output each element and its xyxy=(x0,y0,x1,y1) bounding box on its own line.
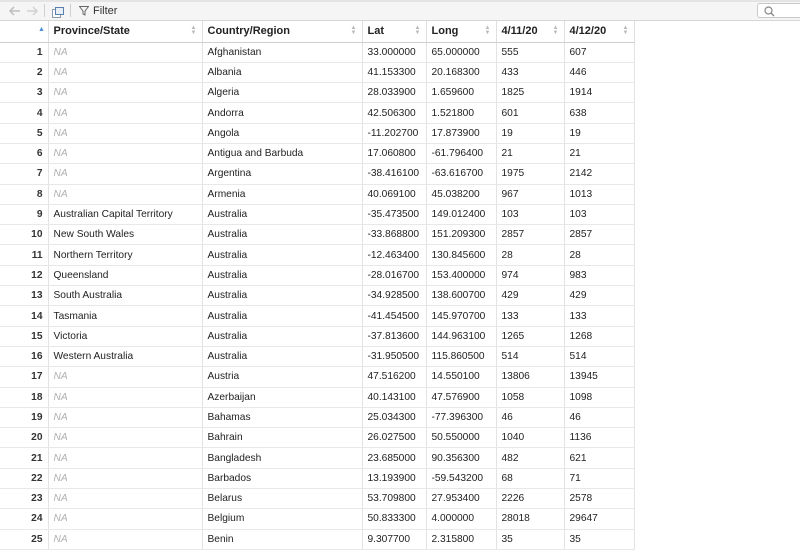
province-state-cell: Australian Capital Territory xyxy=(48,204,202,224)
toolbar-separator xyxy=(44,4,45,17)
province-state-cell: NA xyxy=(48,143,202,163)
lat-cell: 41.153300 xyxy=(362,62,426,82)
cases-4-11-20-cell: 555 xyxy=(496,42,564,62)
country-region-cell: Australia xyxy=(202,245,362,265)
column-header-index[interactable] xyxy=(0,21,48,42)
lat-cell: 23.685000 xyxy=(362,448,426,468)
lat-cell: -38.416100 xyxy=(362,164,426,184)
country-region-cell: Argentina xyxy=(202,164,362,184)
cases-4-11-20-cell: 482 xyxy=(496,448,564,468)
cases-4-11-20-cell: 103 xyxy=(496,204,564,224)
filter-button[interactable] xyxy=(79,4,117,18)
cases-4-11-20-cell: 433 xyxy=(496,62,564,82)
cases-4-11-20-cell: 1975 xyxy=(496,164,564,184)
row-number: 22 xyxy=(0,468,48,488)
table-row xyxy=(0,387,634,407)
long-cell: 153.400000 xyxy=(426,265,496,285)
sort-arrows-icon: ▲ ▼ xyxy=(484,25,491,36)
search-icon xyxy=(764,6,775,17)
lat-cell: -35.473500 xyxy=(362,204,426,224)
lat-cell: 13.193900 xyxy=(362,468,426,488)
country-region-cell: Afghanistan xyxy=(202,42,362,62)
cases-4-11-20-cell: 974 xyxy=(496,265,564,285)
long-cell: 115.860500 xyxy=(426,346,496,366)
cases-4-11-20-cell: 2857 xyxy=(496,225,564,245)
lat-cell: -31.950500 xyxy=(362,346,426,366)
country-region-cell: Azerbaijan xyxy=(202,387,362,407)
row-number: 2 xyxy=(0,62,48,82)
column-header-long[interactable]: Long ▲ ▼ xyxy=(426,21,496,42)
province-state-cell: NA xyxy=(48,468,202,488)
long-cell: -77.396300 xyxy=(426,407,496,427)
cases-4-11-20-cell: 1825 xyxy=(496,83,564,103)
cases-4-12-20-cell: 13945 xyxy=(564,367,634,387)
country-region-cell: Australia xyxy=(202,286,362,306)
row-number: 19 xyxy=(0,407,48,427)
row-number: 7 xyxy=(0,164,48,184)
province-state-cell: NA xyxy=(48,448,202,468)
country-region-cell: Algeria xyxy=(202,83,362,103)
cases-4-12-20-cell: 46 xyxy=(564,407,634,427)
long-cell: 145.970700 xyxy=(426,306,496,326)
lat-cell: 53.709800 xyxy=(362,489,426,509)
province-state-cell: NA xyxy=(48,62,202,82)
country-region-cell: Bahrain xyxy=(202,428,362,448)
table-row xyxy=(0,204,634,224)
long-cell: 17.873900 xyxy=(426,123,496,143)
cases-4-12-20-cell: 514 xyxy=(564,346,634,366)
country-region-cell: Belgium xyxy=(202,509,362,529)
province-state-cell: NA xyxy=(48,509,202,529)
cases-4-11-20-cell: 133 xyxy=(496,306,564,326)
table-row xyxy=(0,489,634,509)
cases-4-11-20-cell: 967 xyxy=(496,184,564,204)
country-region-cell: Australia xyxy=(202,265,362,285)
sort-arrows-icon: ▲ ▼ xyxy=(414,25,421,36)
cases-4-12-20-cell: 1098 xyxy=(564,387,634,407)
long-cell: 151.209300 xyxy=(426,225,496,245)
lat-cell: 50.833300 xyxy=(362,509,426,529)
cases-4-11-20-cell: 28018 xyxy=(496,509,564,529)
long-cell: -63.616700 xyxy=(426,164,496,184)
country-region-cell: Australia xyxy=(202,326,362,346)
row-number: 6 xyxy=(0,143,48,163)
lat-cell: -33.868800 xyxy=(362,225,426,245)
sort-arrows-icon: ▲ ▼ xyxy=(190,25,197,36)
row-number: 10 xyxy=(0,225,48,245)
province-state-cell: NA xyxy=(48,529,202,549)
table-row xyxy=(0,42,634,62)
table-row xyxy=(0,286,634,306)
row-number: 15 xyxy=(0,326,48,346)
long-cell: 1.521800 xyxy=(426,103,496,123)
long-cell: 27.953400 xyxy=(426,489,496,509)
row-number: 8 xyxy=(0,184,48,204)
filter-label: Filter xyxy=(93,5,118,17)
province-state-cell: Western Australia xyxy=(48,346,202,366)
long-cell: -61.796400 xyxy=(426,143,496,163)
cases-4-11-20-cell: 1058 xyxy=(496,387,564,407)
toolbar-separator xyxy=(70,4,71,17)
table-row xyxy=(0,509,634,529)
table-row xyxy=(0,468,634,488)
funnel-icon xyxy=(79,6,89,16)
row-number: 16 xyxy=(0,346,48,366)
province-state-cell: New South Wales xyxy=(48,225,202,245)
cases-4-12-20-cell: 429 xyxy=(564,286,634,306)
sort-arrows-icon: ▲ ▼ xyxy=(622,25,629,36)
data-table xyxy=(0,21,635,550)
cases-4-11-20-cell: 13806 xyxy=(496,367,564,387)
cases-4-12-20-cell: 1914 xyxy=(564,83,634,103)
header-row xyxy=(0,21,634,42)
long-cell: 65.000000 xyxy=(426,42,496,62)
cases-4-12-20-cell: 2578 xyxy=(564,489,634,509)
table-row xyxy=(0,164,634,184)
province-state-cell: Tasmania xyxy=(48,306,202,326)
province-state-cell: NA xyxy=(48,42,202,62)
row-number: 18 xyxy=(0,387,48,407)
cases-4-12-20-cell: 1136 xyxy=(564,428,634,448)
row-number: 17 xyxy=(0,367,48,387)
lat-cell: -34.928500 xyxy=(362,286,426,306)
cases-4-11-20-cell: 2226 xyxy=(496,489,564,509)
province-state-cell: NA xyxy=(48,489,202,509)
table-row xyxy=(0,306,634,326)
show-in-window-icon[interactable] xyxy=(52,5,64,16)
cases-4-12-20-cell: 1013 xyxy=(564,184,634,204)
row-number: 23 xyxy=(0,489,48,509)
country-region-cell: Antigua and Barbuda xyxy=(202,143,362,163)
long-cell: 47.576900 xyxy=(426,387,496,407)
lat-cell: -12.463400 xyxy=(362,245,426,265)
column-header-lat[interactable]: Lat ▲ ▼ xyxy=(362,21,426,42)
lat-cell: -28.016700 xyxy=(362,265,426,285)
country-region-cell: Belarus xyxy=(202,489,362,509)
row-number: 11 xyxy=(0,245,48,265)
long-cell: 1.659600 xyxy=(426,83,496,103)
province-state-cell: NA xyxy=(48,428,202,448)
province-state-cell: NA xyxy=(48,184,202,204)
cases-4-11-20-cell: 21 xyxy=(496,143,564,163)
country-region-cell: Benin xyxy=(202,529,362,549)
search-input[interactable] xyxy=(778,5,800,16)
sort-arrows-icon: ▲ ▼ xyxy=(350,25,357,36)
lat-cell: 25.034300 xyxy=(362,407,426,427)
lat-cell: -11.202700 xyxy=(362,123,426,143)
cases-4-12-20-cell: 1268 xyxy=(564,326,634,346)
table-row xyxy=(0,265,634,285)
table-row xyxy=(0,367,634,387)
row-number: 20 xyxy=(0,428,48,448)
lat-cell: 47.516200 xyxy=(362,367,426,387)
row-number: 13 xyxy=(0,286,48,306)
province-state-cell: NA xyxy=(48,103,202,123)
cases-4-11-20-cell: 35 xyxy=(496,529,564,549)
lat-cell: 17.060800 xyxy=(362,143,426,163)
province-state-cell: NA xyxy=(48,387,202,407)
cases-4-11-20-cell: 514 xyxy=(496,346,564,366)
table-row xyxy=(0,83,634,103)
long-cell: 2.315800 xyxy=(426,529,496,549)
cases-4-12-20-cell: 71 xyxy=(564,468,634,488)
column-header-4-12-20[interactable]: 4/12/20 ▲ ▼ xyxy=(564,21,634,42)
cases-4-11-20-cell: 601 xyxy=(496,103,564,123)
province-state-cell: South Australia xyxy=(48,286,202,306)
province-state-cell: NA xyxy=(48,164,202,184)
long-cell: 14.550100 xyxy=(426,367,496,387)
column-header-province-state[interactable]: Province/State ▲ ▼ xyxy=(48,21,202,42)
cases-4-12-20-cell: 29647 xyxy=(564,509,634,529)
province-state-cell: Northern Territory xyxy=(48,245,202,265)
cases-4-11-20-cell: 28 xyxy=(496,245,564,265)
province-state-cell: NA xyxy=(48,123,202,143)
data-viewer-toolbar xyxy=(0,0,800,21)
table-row xyxy=(0,245,634,265)
long-cell: 149.012400 xyxy=(426,204,496,224)
lat-cell: 40.143100 xyxy=(362,387,426,407)
country-region-cell: Albania xyxy=(202,62,362,82)
long-cell: 90.356300 xyxy=(426,448,496,468)
lat-cell: 26.027500 xyxy=(362,428,426,448)
long-cell: 130.845600 xyxy=(426,245,496,265)
cases-4-12-20-cell: 133 xyxy=(564,306,634,326)
lat-cell: 42.506300 xyxy=(362,103,426,123)
row-number: 9 xyxy=(0,204,48,224)
table-row xyxy=(0,407,634,427)
long-cell: 4.000000 xyxy=(426,509,496,529)
cases-4-12-20-cell: 607 xyxy=(564,42,634,62)
cases-4-11-20-cell: 46 xyxy=(496,407,564,427)
row-number: 5 xyxy=(0,123,48,143)
table-row xyxy=(0,103,634,123)
province-state-cell: NA xyxy=(48,367,202,387)
arrow-left-icon[interactable] xyxy=(8,5,22,17)
cases-4-12-20-cell: 28 xyxy=(564,245,634,265)
long-cell: 144.963100 xyxy=(426,326,496,346)
column-header-country-region[interactable]: Country/Region ▲ ▼ xyxy=(202,21,362,42)
toolbar-top-border xyxy=(0,0,800,2)
cases-4-12-20-cell: 19 xyxy=(564,123,634,143)
province-state-cell: Victoria xyxy=(48,326,202,346)
long-cell: 50.550000 xyxy=(426,428,496,448)
cases-4-12-20-cell: 35 xyxy=(564,529,634,549)
table-row xyxy=(0,346,634,366)
long-cell: 20.168300 xyxy=(426,62,496,82)
cases-4-12-20-cell: 983 xyxy=(564,265,634,285)
country-region-cell: Australia xyxy=(202,306,362,326)
table-row xyxy=(0,225,634,245)
cases-4-12-20-cell: 638 xyxy=(564,103,634,123)
row-number: 3 xyxy=(0,83,48,103)
cases-4-12-20-cell: 21 xyxy=(564,143,634,163)
table-row xyxy=(0,326,634,346)
country-region-cell: Barbados xyxy=(202,468,362,488)
sort-ascending-icon: ▲ xyxy=(38,26,45,33)
lat-cell: -41.454500 xyxy=(362,306,426,326)
row-number: 1 xyxy=(0,42,48,62)
cases-4-12-20-cell: 103 xyxy=(564,204,634,224)
lat-cell: 9.307700 xyxy=(362,529,426,549)
cases-4-12-20-cell: 621 xyxy=(564,448,634,468)
table-row xyxy=(0,62,634,82)
cases-4-12-20-cell: 2857 xyxy=(564,225,634,245)
cases-4-11-20-cell: 1040 xyxy=(496,428,564,448)
country-region-cell: Andorra xyxy=(202,103,362,123)
sort-arrows-icon: ▲ ▼ xyxy=(552,25,559,36)
table-row xyxy=(0,143,634,163)
province-state-cell: Queensland xyxy=(48,265,202,285)
lat-cell: -37.813600 xyxy=(362,326,426,346)
country-region-cell: Bahamas xyxy=(202,407,362,427)
province-state-cell: NA xyxy=(48,407,202,427)
country-region-cell: Australia xyxy=(202,225,362,245)
row-number: 4 xyxy=(0,103,48,123)
cases-4-12-20-cell: 2142 xyxy=(564,164,634,184)
table-row xyxy=(0,448,634,468)
table-row xyxy=(0,529,634,549)
table-body xyxy=(0,42,634,549)
lat-cell: 33.000000 xyxy=(362,42,426,62)
cases-4-11-20-cell: 429 xyxy=(496,286,564,306)
row-number: 24 xyxy=(0,509,48,529)
row-number: 14 xyxy=(0,306,48,326)
long-cell: -59.543200 xyxy=(426,468,496,488)
row-number: 25 xyxy=(0,529,48,549)
long-cell: 138.600700 xyxy=(426,286,496,306)
long-cell: 45.038200 xyxy=(426,184,496,204)
lat-cell: 40.069100 xyxy=(362,184,426,204)
table-row xyxy=(0,184,634,204)
province-state-cell: NA xyxy=(48,83,202,103)
search-box[interactable] xyxy=(757,3,800,18)
country-region-cell: Austria xyxy=(202,367,362,387)
table-row xyxy=(0,428,634,448)
cases-4-12-20-cell: 446 xyxy=(564,62,634,82)
row-number: 12 xyxy=(0,265,48,285)
cases-4-11-20-cell: 1265 xyxy=(496,326,564,346)
country-region-cell: Armenia xyxy=(202,184,362,204)
country-region-cell: Australia xyxy=(202,346,362,366)
arrow-right-icon[interactable] xyxy=(25,5,39,17)
cases-4-11-20-cell: 19 xyxy=(496,123,564,143)
country-region-cell: Angola xyxy=(202,123,362,143)
table-row xyxy=(0,123,634,143)
country-region-cell: Australia xyxy=(202,204,362,224)
lat-cell: 28.033900 xyxy=(362,83,426,103)
cases-4-11-20-cell: 68 xyxy=(496,468,564,488)
country-region-cell: Bangladesh xyxy=(202,448,362,468)
column-header-4-11-20[interactable]: 4/11/20 ▲ ▼ xyxy=(496,21,564,42)
row-number: 21 xyxy=(0,448,48,468)
